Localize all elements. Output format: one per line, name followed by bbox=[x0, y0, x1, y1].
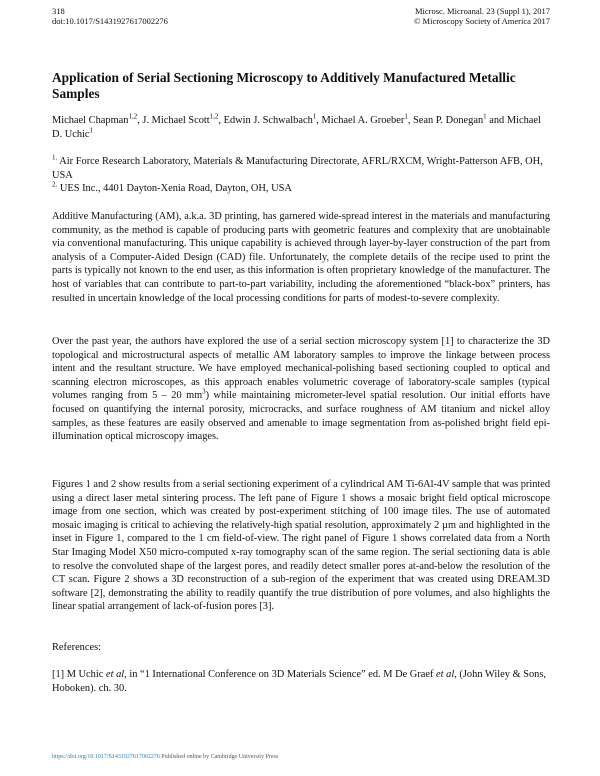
author: Michael A. Groeber bbox=[321, 115, 405, 126]
body-paragraph-2: Over the past year, the authors have explored the use of a serial section microscopy system [1] to characterize the 3D topological and microstructural aspects of metallic AM laboratory samples to improve the linkage between process intent and the resultant structure. We have employed mechanical-polishing based sectioning coupled to optical and scanning electron microscopes, as this approach enables volumetric coverage of laboratory-scale samples (typical volumes ranging from 5 – 20 $mm^3$) while maintaining micrometer-level spatial resolution. Our initial efforts have focused on quantifying the internal porosity, microcracks, and surface roughness of AM titanium and nickel alloy samples, as these features are easily observed and amenable to image segmentation from as-polished bright field epi-illumination optical microscopy images. bbox=[52, 336, 550, 443]
body-paragraph-1: Additive Manufacturing (AM), a.k.a. 3D printing, has garnered wide-spread interest in the materials and manufacturing community, as the method is capable of producing parts with geometric features and complexity that are unobtainable via conventional manufacturing. This unique capability is achieved through layer-by-layer construction of the part from analysis of a Computer-Aided Design (CAD) file. Unfortunately, the complete details of the recipe used to print the parts is typically not known to the end user, as this information is often proprietary knowledge of the manufacturer. The host of variables that can contribute to part-to-part variability, including the aforementioned “black-box” printers, has resulted in uncertain knowledge of the local processing conditions for parts of modest-to-severe complexity. bbox=[52, 211, 550, 304]
author: Michael Chapman bbox=[52, 115, 129, 126]
author: J. Michael Scott bbox=[142, 115, 210, 126]
doi-link[interactable]: https://doi.org/10.1017/S1431927617002276 bbox=[52, 754, 160, 760]
affiliations bbox=[52, 155, 552, 196]
author-list: Michael Chapman$^{1,2}$, J. Michael Scott$^{1,2}$, Edwin J. Schwalbach$^1$, Michael A. Groeber$^1$, Sean P. Donegan$^1$ and Michael D. Uchic$^1$ bbox=[52, 112, 541, 140]
paper-title: Application of Serial Sectioning Microscopy to Additively Manufactured Metallic Samples bbox=[52, 70, 516, 101]
copyright: © Microscopy Society of America 2017 bbox=[413, 16, 550, 26]
header-left bbox=[52, 6, 168, 26]
affiliation-1: $^{1.}$ Air Force Research Laboratory, Materials & Manufacturing Directorate, AFRL/RXCM, Wright-Patterson AFB, OH, USA bbox=[52, 153, 543, 181]
reference-1: [1] M Uchic et al, in “1 International Conference on 3D Materials Science” ed. M De Graef et al, (John Wiley & Sons, Hoboken). ch. 30. bbox=[52, 669, 546, 694]
doi: doi:10.1017/S1431927617002276 bbox=[52, 16, 168, 26]
footer bbox=[52, 754, 278, 760]
page-number: 318 bbox=[52, 6, 65, 16]
body-paragraph-3: Figures 1 and 2 show results from a serial sectioning experiment of a cylindrical AM Ti-6Al-4V sample that was printed using a direct laser metal sintering process. The left pane of Figure 1 shows a mosaic bright field optical microscope image from one section, which was created by post-experiment stitching of 100 image tiles. The use of automated mosaic imaging is critical to achieving the relatively-high spatial resolution, approximately 2 µm and highlighted in the inset in Figure 1, compared to the 1 cm field-of-view. The right panel of Figure 1 shows correlated data from a North Star Imaging Model X50 micro-computed x-ray tomography scan of the same region. The serial sectioning data is able to resolve the convoluted shape of the largest pores, and readily detect smaller pores at-and-below the resolution of the CT scan. Figure 2 shows a 3D reconstruction of a sub-region of the experiment that was created using DREAM.3D software [2], demonstrating the ability to readily quantify the true distribution of pore volumes, and also highlights the linear spatial arrangement of lack-of-fusion pores [3]. bbox=[52, 479, 550, 613]
header-right bbox=[414, 6, 550, 26]
references-heading: References: bbox=[52, 642, 102, 653]
journal-citation: Microsc. Microanal. 23 (Suppl 1), 2017 bbox=[414, 6, 550, 16]
author: Edwin J. Schwalbach bbox=[223, 115, 313, 126]
affiliation-2: $^{2.}$ UES Inc., 4401 Dayton-Xenia Road, Dayton, OH, USA bbox=[52, 180, 292, 194]
author: Sean P. Donegan bbox=[413, 115, 484, 126]
author: Michael D. Uchic bbox=[52, 115, 541, 140]
footer-text: Published online by Cambridge University Press bbox=[159, 754, 279, 760]
